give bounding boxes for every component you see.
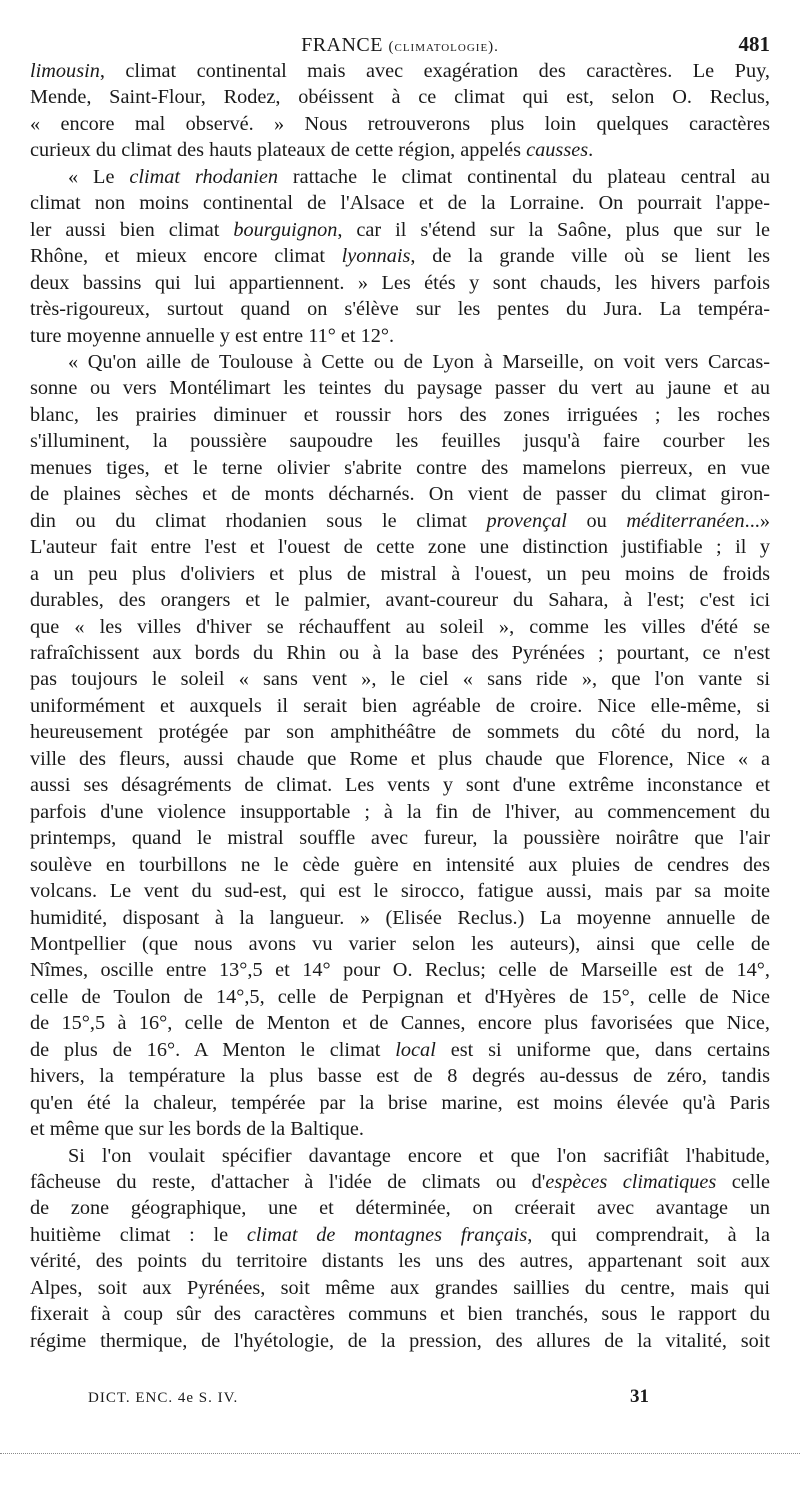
- text-line: humidité, disposant à la langueur. » (Elisée Reclus.) La moyenne annuelle de: [30, 906, 770, 929]
- text-line: Montpellier (que nous avons vu varier selon les auteurs), ainsi que celle de: [30, 932, 770, 955]
- text-line: soulève en tourbillons ne le cède guère en intensité aux pluies de cendres des: [30, 853, 770, 876]
- page-footer: [0, 1386, 800, 1420]
- running-header: [30, 0, 770, 58]
- page: [30, 0, 770, 1354]
- text-line: fixerait à coup sûr des caractères communs et bien tranchés, sous le rapport du: [30, 1303, 770, 1326]
- text-line: de 15°,5 à 16°, celle de Menton et de Cannes, encore plus favorisées que Nice,: [30, 1012, 770, 1035]
- text-line: de plus de 16°. A Menton le climat local est si uniforme que, dans certains: [30, 1038, 771, 1061]
- text-line: rafraîchissent aux bords du Rhin ou à la base des Pyrénées ; pourtant, ce n'est: [30, 641, 770, 664]
- text-line: « Le climat rhodanien rattache le climat continental du plateau central au: [68, 165, 771, 188]
- text-line: L'auteur fait entre l'est et l'ouest de cette zone une distinction justifiable ; il y: [30, 536, 770, 559]
- paragraph: [30, 164, 770, 349]
- text-line: durables, des orangers et le palmier, avant-coureur du Sahara, à l'est; c'est ici: [30, 589, 770, 612]
- text-line: sonne ou vers Montélimart les teintes du paysage passer du vert au jaune et au: [30, 377, 770, 400]
- running-title-sub: (climatologie).: [388, 39, 499, 55]
- text-line: Nîmes, oscille entre 13°,5 et 14° pour O. Reclus; celle de Marseille est de 14°,: [30, 959, 770, 982]
- text-line: heureusement protégée par son amphithéâtre de sommets du côté du nord, la: [30, 721, 770, 744]
- text-line: très-rigoureux, surtout quand on s'élève sur les pentes du Jura. La tempéra-: [30, 298, 770, 321]
- text-line: pas toujours le soleil « sans vent », le ciel « sans ride », que l'on vante si: [30, 668, 770, 691]
- text-line: aussi ses désagréments de climat. Les vents y sont d'une extrême inconstance et: [30, 774, 770, 797]
- text-line: menues tiges, et le terne olivier s'abrite contre des mamelons pierreux, en vue: [30, 456, 770, 479]
- text-line: vérité, des points du territoire distants les uns des autres, appartenant soit aux: [30, 1250, 770, 1273]
- signature-number: 31: [630, 1386, 649, 1407]
- text-line: printemps, quand le mistral souffle avec fureur, la poussière noirâtre que l'air: [30, 827, 770, 850]
- text-line: que « les villes d'hiver se réchauffent au soleil », comme les villes d'été se: [30, 615, 770, 638]
- bottom-dotted-rule: [0, 1453, 800, 1456]
- text-line: « encore mal observé. » Nous retrouverons plus loin quelques caractères: [30, 112, 770, 135]
- text-line: s'illuminent, la poussière saupoudre les feuilles jusqu'à faire courber les: [30, 430, 770, 453]
- text-line: huitième climat : le climat de montagnes français, qui comprendrait, à la: [30, 1223, 770, 1246]
- page-number: 481: [738, 32, 770, 56]
- text-line: din ou du climat rhodanien sous le climat provençal ou méditerranéen...»: [30, 509, 770, 532]
- text-line: Si l'on voulait spécifier davantage encore et que l'on sacrifiât l'habitude,: [68, 1144, 770, 1167]
- text-line: ler aussi bien climat bourguignon, car il s'étend sur la Saône, plus que sur le: [30, 218, 770, 241]
- text-line: a un peu plus d'oliviers et plus de mistral à l'ouest, un peu moins de froids: [30, 562, 770, 585]
- text-line: ville des fleurs, aussi chaude que Rome et plus chaude que Florence, Nice « a: [30, 747, 770, 770]
- text-line: uniformément et auxquels il serait bien agréable de croire. Nice elle-même, si: [30, 694, 770, 717]
- text-line: limousin, climat continental mais avec exagération des caractères. Le Puy,: [30, 60, 770, 82]
- text-line: fâcheuse du reste, d'attacher à l'idée de climats ou d'espèces climatiques celle: [30, 1171, 770, 1194]
- text-line: deux bassins qui lui appartiennent. » Les étés y sont chauds, les hivers parfois: [30, 271, 770, 294]
- text-line: et même que sur les bords de la Baltique.: [30, 1118, 364, 1141]
- text-line: celle de Toulon de 14°,5, celle de Perpignan et d'Hyères de 15°, celle de Nice: [30, 985, 770, 1008]
- text-line: parfois d'une violence insupportable ; à la fin de l'hiver, au commencement du: [30, 800, 770, 823]
- paragraph: [30, 349, 770, 1143]
- text-line: volcans. Le vent du sud-est, qui est le sirocco, fatigue aussi, mais par sa moite: [30, 880, 770, 903]
- text-line: de zone géographique, une et déterminée, on créerait avec avantage un: [30, 1197, 770, 1220]
- text-line: qu'en été la chaleur, tempérée par la brise marine, est moins élevée qu'à Paris: [30, 1091, 770, 1114]
- printer-signature: DICT. ENC. 4e S. IV.: [88, 1390, 239, 1406]
- text-line: régime thermique, de l'hyétologie, de la pression, des allures de la vitalité, soit: [30, 1329, 770, 1352]
- paragraph: [30, 58, 770, 164]
- running-title: [30, 34, 770, 57]
- text-line: hivers, la température la plus basse est de 8 degrés au-dessus de zéro, tandis: [30, 1065, 770, 1088]
- text-line: de plaines sèches et de monts décharnés. On vient de passer du climat giron-: [30, 483, 770, 506]
- running-title-main: FRANCE: [301, 34, 383, 56]
- text-line: Alpes, soit aux Pyrénées, soit même aux grandes saillies du centre, mais qui: [30, 1276, 770, 1299]
- text-line: ture moyenne annuelle y est entre 11° et 12°.: [30, 324, 395, 347]
- text-line: Mende, Saint-Flour, Rodez, obéissent à ce climat qui est, selon O. Reclus,: [30, 86, 770, 109]
- text-line: curieux du climat des hauts plateaux de cette région, appelés causses.: [30, 139, 594, 162]
- text-line: blanc, les prairies diminuer et roussir hors des zones irriguées ; les roches: [30, 403, 770, 426]
- paragraph: [30, 1143, 770, 1355]
- text-line: climat non moins continental de l'Alsace et de la Lorraine. On pourrait l'appe-: [30, 192, 770, 215]
- body-text: [30, 58, 770, 1354]
- text-line: « Qu'on aille de Toulouse à Cette ou de Lyon à Marseille, on voit vers Carcas-: [68, 350, 770, 373]
- text-line: Rhône, et mieux encore climat lyonnais, de la grande ville où se lient les: [30, 245, 770, 268]
